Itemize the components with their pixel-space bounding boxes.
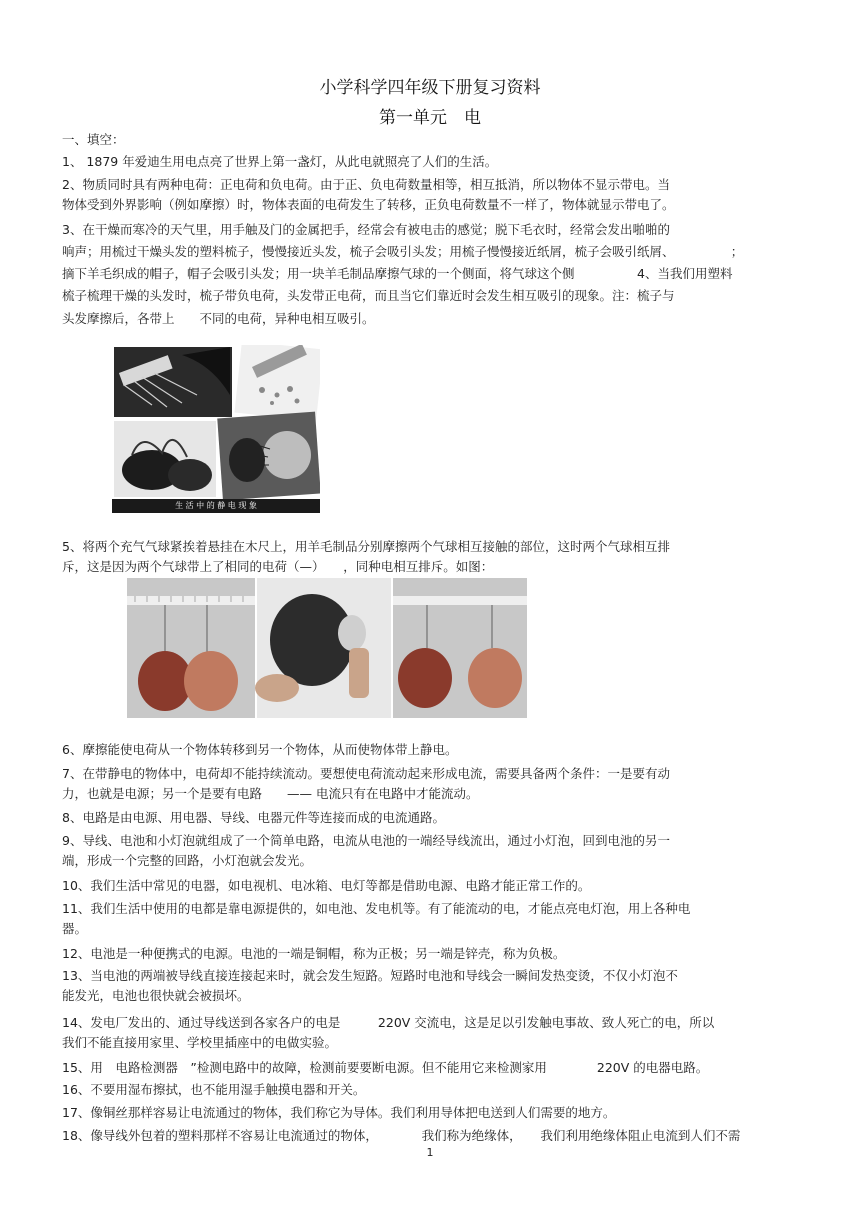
figure-caption: 生 活 中 的 静 电 现 象: [175, 501, 257, 510]
text-line: 响声；用梳过干燥头发的塑料梳子，慢慢接近头发，梳子会吸引头发；用梳子慢慢接近纸屑，梳子会吸引纸屑、 ；: [62, 244, 744, 259]
text-line: 端，形成一个完整的回路，小灯泡就会发光。: [62, 853, 313, 868]
text-line: 能发光，电池也很快就会被损坏。: [62, 988, 250, 1003]
text-line: 8、电路是由电源、用电器、导线、电器元件等连接而成的电流通路。: [62, 810, 445, 825]
text-line: 18、像导线外包着的塑料那样不容易让电流通过的物体， 我们称为绝缘体， 我们利用绝缘体阻止电流到人们不需: [62, 1128, 741, 1143]
text-line: 17、像铜丝那样容易让电流通过的物体，我们称它为导体。我们利用导体把电送到人们需要的地方。: [62, 1105, 616, 1120]
text-line: 7、在带静电的物体中，电荷却不能持续流动。要想使电荷流动起来形成电流，需要具备两个条件：一是要有动: [62, 766, 670, 781]
text-line: 14、发电厂发出的、通过导线送到各家各户的电是 220V 交流电，这是足以引发触电事故、致人死亡的电，所以: [62, 1015, 715, 1030]
text-line: 6、摩擦能使电荷从一个物体转移到另一个物体，从而使物体带上静电。: [62, 742, 458, 757]
text-line: 12、电池是一种便携式的电源。电池的一端是铜帽，称为正极；另一端是锌壳，称为负极。: [62, 946, 566, 961]
text-line: 11、我们生活中使用的电都是靠电源提供的，如电池、发电机等。有了能流动的电，才能点亮电灯泡，用上各种电: [62, 901, 691, 916]
text-line: 物体受到外界影响（例如摩擦）时，物体表面的电荷发生了转移，正负电荷数量不一样了，物体就显示带电了。: [62, 197, 675, 212]
text-line: 梳子梳理干燥的头发时，梳子带负电荷，头发带正电荷，而且当它们靠近时会发生相互吸引的现象。注：梳子与: [62, 288, 675, 303]
text-line: 斥，这是因为两个气球带上了相同的电荷（—） ，同种电相互排斥。如图：: [62, 559, 494, 574]
static-electricity-photo: [112, 345, 320, 513]
text-line: 力，也就是电源；另一个是要有电路 —— 电流只有在电路中才能流动。: [62, 786, 479, 801]
text-line: 15、用 电路检测器 ”检测电路中的故障，检测前要要断电源。但不能用它来检测家用 220V 的电器电路。: [62, 1060, 709, 1075]
text-line: 10、我们生活中常见的电器，如电视机、电冰箱、电灯等都是借助电源、电路才能正常工作的。: [62, 878, 591, 893]
text-line: 9、导线、电池和小灯泡就组成了一个简单电路，电流从电池的一端经导线流出，通过小灯泡，回到电池的另一: [62, 833, 670, 848]
text-line: 2、物质同时具有两种电荷：正电荷和负电荷。由于正、负电荷数量相等，相互抵消，所以物体不显示带电。当: [62, 177, 670, 192]
document-title: 小学科学四年级下册复习资料: [319, 78, 541, 98]
text-line: 1、 1879 年爱迪生用电点亮了世界上第一盏灯，从此电就照亮了人们的生活。: [62, 154, 498, 169]
text-line: 5、将两个充气气球紧挨着悬挂在木尺上，用羊毛制品分别摩擦两个气球相互接触的部位，这时两个气球相互排: [62, 539, 670, 554]
text-line: 头发摩擦后，各带上 不同的电荷，异种电相互吸引。: [62, 311, 375, 326]
section-heading: 一、填空：: [62, 132, 125, 147]
text-line: 16、不要用湿布擦拭，也不能用湿手触摸电器和开关。: [62, 1082, 366, 1097]
text-line: 我们不能直接用家里、学校里插座中的电做实验。: [62, 1035, 338, 1050]
unit-heading: 第一单元 电: [379, 108, 481, 128]
text-line: 13、当电池的两端被导线直接连接起来时，就会发生短路。短路时电池和导线会一瞬间发热变烫，不仅小灯泡不: [62, 968, 678, 983]
text-line: 器。: [62, 921, 88, 936]
text-line: 摘下羊毛织成的帽子，帽子会吸引头发；用一块羊毛制品摩擦气球的一个侧面，将气球这个侧 4、当我们用塑料: [62, 266, 733, 281]
page-number: 1: [426, 1146, 434, 1159]
balloon-repulsion-photo: [127, 578, 527, 718]
text-line: 3、在干燥而寒冷的天气里，用手触及门的金属把手，经常会有被电击的感觉；脱下毛衣时，经常会发出啪啪的: [62, 222, 670, 237]
